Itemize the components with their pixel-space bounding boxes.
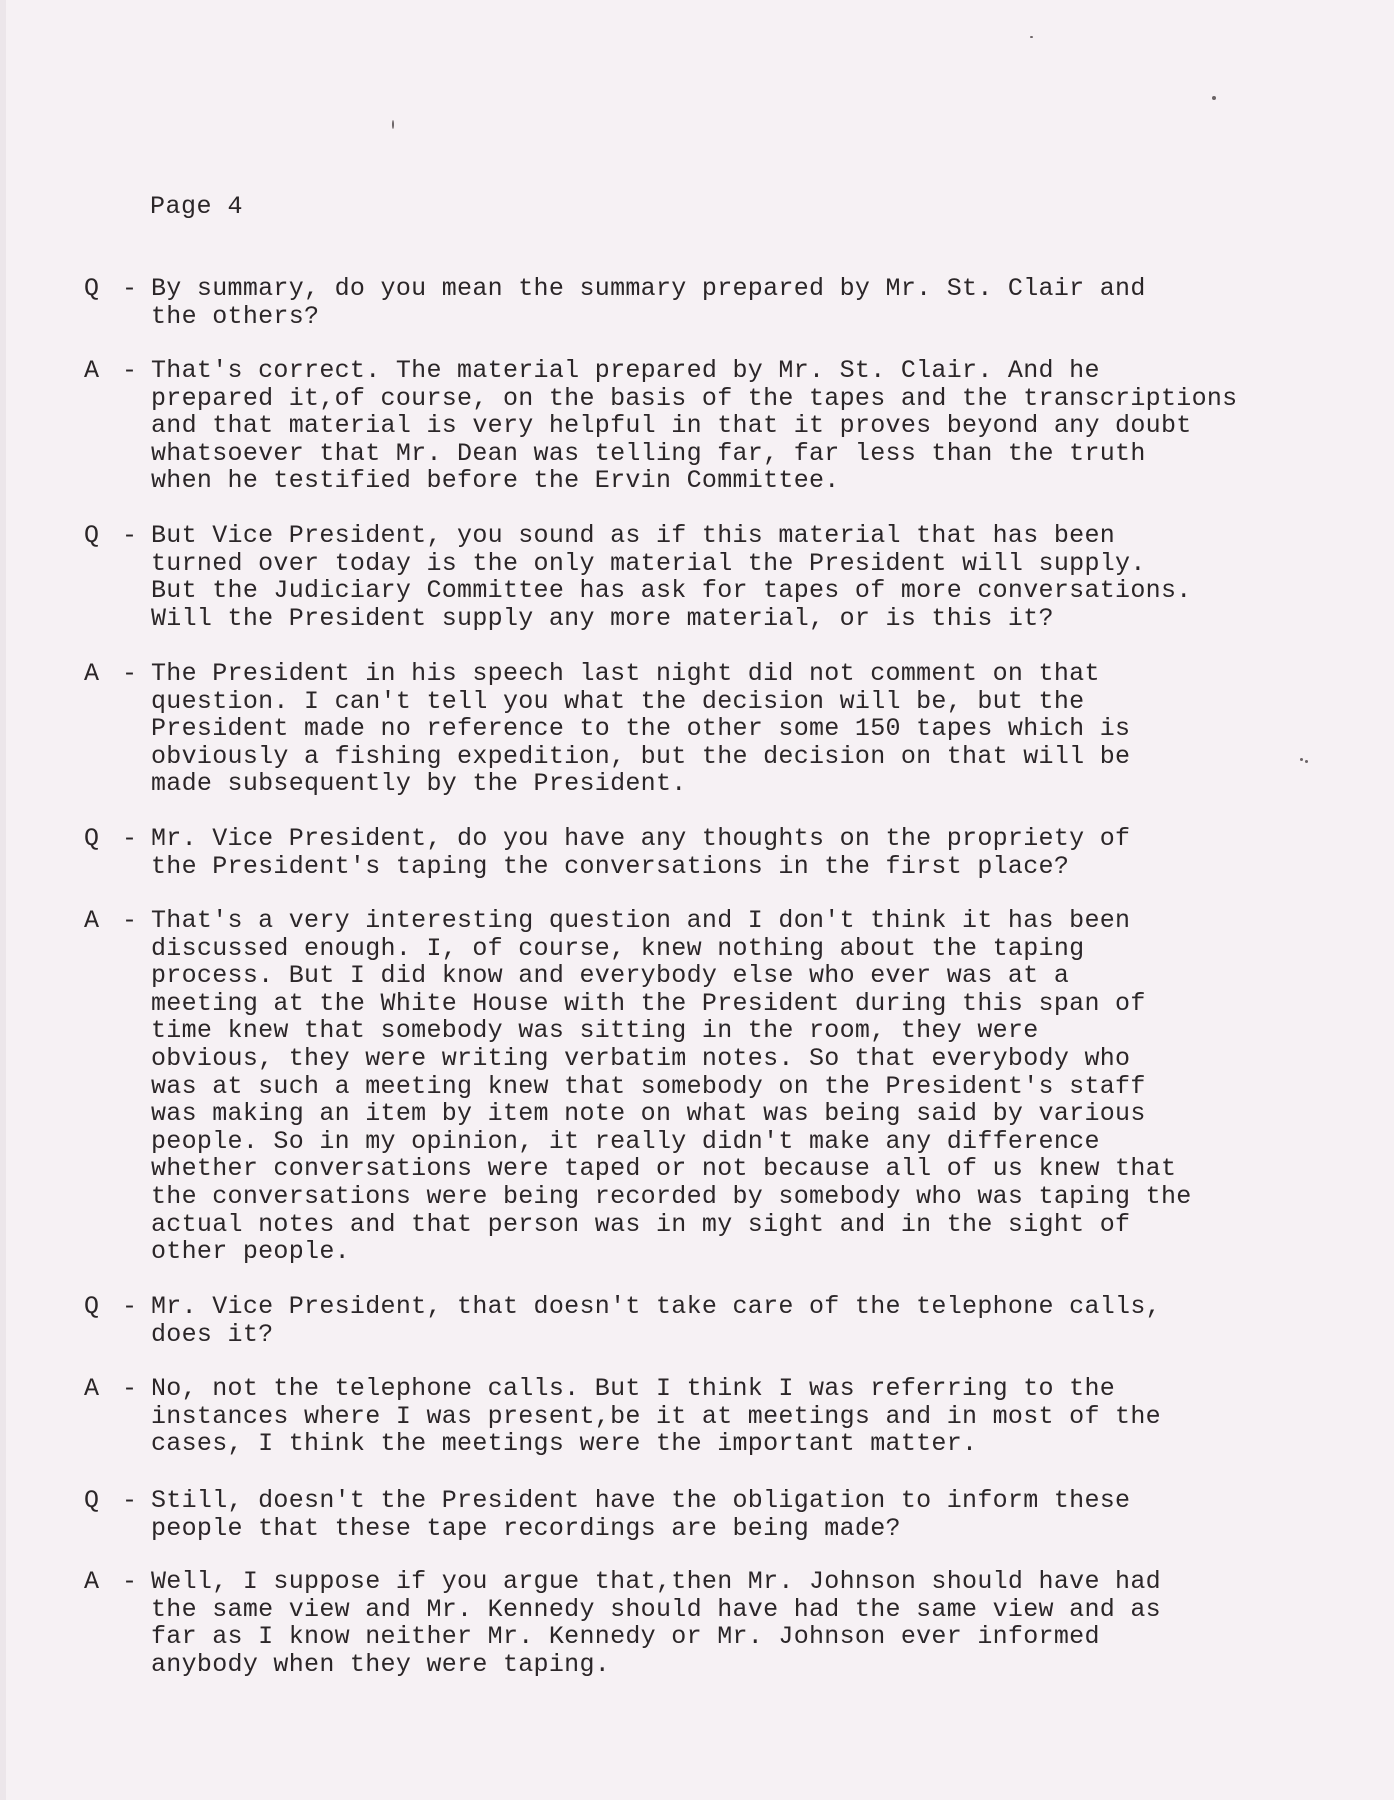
speaker-marker: Q — [84, 824, 100, 853]
paper-speck — [392, 120, 394, 129]
dash-separator: - — [122, 659, 138, 688]
speaker-marker: A — [84, 1374, 100, 1403]
qa-answer — [84, 1568, 1324, 1678]
question-text: Mr. Vice President, do you have any thoughts on the propriety of the President's taping the conversations in the first place? — [151, 824, 1131, 881]
dash-separator: - — [122, 274, 138, 303]
dash-separator: - — [122, 356, 138, 385]
qa-answer — [84, 1375, 1324, 1458]
qa-question — [84, 522, 1324, 632]
paper-speck — [1212, 96, 1216, 100]
page-edge-shadow — [0, 0, 6, 1800]
qa-question — [84, 275, 1324, 330]
dash-separator: - — [122, 1292, 138, 1321]
dash-separator: - — [122, 521, 138, 550]
dash-separator: - — [122, 1567, 138, 1596]
answer-text: No, not the telephone calls. But I think I was referring to the instances where I was present,be it at meetings and in most of the cases, I think the meetings were the important matter. — [151, 1374, 1161, 1459]
speaker-marker: Q — [84, 521, 100, 550]
answer-text: Well, I suppose if you argue that,then Mr. Johnson should have had the same view and Mr. Kennedy should have had the same view and as far as I know neither Mr. Kennedy or Mr. Johnson ever informed anybody when they were taping. — [151, 1567, 1161, 1679]
speaker-marker: A — [84, 1567, 100, 1596]
speaker-marker: A — [84, 356, 100, 385]
qa-question — [84, 1487, 1324, 1542]
speaker-marker: Q — [84, 1486, 100, 1515]
dash-separator: - — [122, 824, 138, 853]
qa-answer — [84, 357, 1324, 495]
qa-answer — [84, 907, 1324, 1266]
paper-speck — [1030, 36, 1033, 38]
question-text: By summary, do you mean the summary prepared by Mr. St. Clair and the others? — [151, 274, 1146, 331]
speaker-marker: Q — [84, 274, 100, 303]
answer-text: The President in his speech last night did not comment on that question. I can't tell you what the decision will be, but the President made no reference to the other some 150 tapes which is obviously a fishing expedition, but the decision on that will be made subsequently by the President. — [151, 659, 1131, 799]
answer-text: That's correct. The material prepared by Mr. St. Clair. And he prepared it,of course, on the basis of the tapes and the transcriptions and that material is very helpful in that it proves beyond any doubt whatsoever that Mr. Dean was telling far, far less than the truth when he testified before the Ervin Committee. — [151, 356, 1238, 496]
dash-separator: - — [122, 906, 138, 935]
dash-separator: - — [122, 1486, 138, 1515]
page-number: Page 4 — [150, 192, 244, 221]
speaker-marker: A — [84, 659, 100, 688]
qa-answer — [84, 660, 1324, 798]
speaker-marker: Q — [84, 1292, 100, 1321]
qa-question — [84, 1293, 1324, 1348]
question-text: But Vice President, you sound as if this material that has been turned over today is the only material the President will supply. But the Judiciary Committee has ask for tapes of more conversations. Will the President supply any more material, or is this it? — [151, 521, 1192, 633]
qa-question — [84, 825, 1324, 880]
question-text: Mr. Vice President, that doesn't take care of the telephone calls, does it? — [151, 1292, 1161, 1349]
speaker-marker: A — [84, 906, 100, 935]
question-text: Still, doesn't the President have the obligation to inform these people that these tape recordings are being made? — [151, 1486, 1131, 1543]
answer-text: That's a very interesting question and I don't think it has been discussed enough. I, of course, knew nothing about the taping process. But I did know and everybody else who ever was at a meeting at the White House with the President during this span of time knew that somebody was sitting in the room, they were obvious, they were writing verbatim notes. So that everybody who was at such a meeting knew that somebody on the President's staff was making an item by item note on what was being said by various people. So in my opinion, it really didn't make any difference whether conversations were taped or not because all of us knew that the conversations were being recorded by somebody who was taping the actual notes and that person was in my sight and in the sight of other people. — [151, 906, 1192, 1267]
dash-separator: - — [122, 1374, 138, 1403]
